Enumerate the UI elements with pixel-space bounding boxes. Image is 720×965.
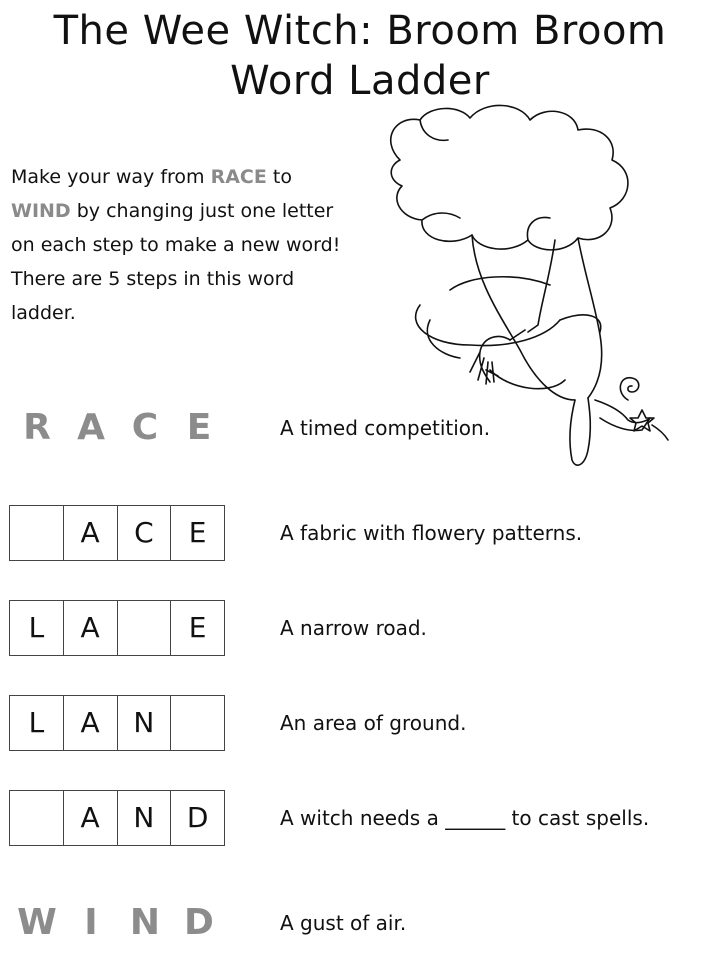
cloud-shape <box>391 105 628 249</box>
ladder-step-4 <box>0 695 720 765</box>
letter: I <box>84 902 98 943</box>
letter: C <box>131 407 159 448</box>
letter-boxes <box>9 790 225 846</box>
letter-box[interactable] <box>10 791 63 845</box>
letter-box[interactable]: N <box>117 696 171 750</box>
instructions <box>11 160 341 330</box>
end-word-letters <box>10 895 226 951</box>
instructions-part-3: by changing just one letter on each step to make a new word! There are 5 steps in this word ladder. <box>11 200 341 324</box>
start-word-letters <box>10 400 226 456</box>
title-line-2: Word Ladder <box>230 58 490 104</box>
witch-arm <box>528 240 555 332</box>
letter-box[interactable]: A <box>63 696 117 750</box>
page-title <box>0 6 720 106</box>
clue-text: A fabric with flowery patterns. <box>280 521 583 545</box>
instructions-part-2: to <box>266 166 292 188</box>
letter-box[interactable]: L <box>28 706 45 739</box>
ladder-step-2 <box>0 505 720 575</box>
letter: N <box>129 902 161 943</box>
letter: D <box>184 902 214 943</box>
letter-box[interactable]: A <box>63 791 117 845</box>
letter-boxes <box>9 695 225 751</box>
letter-box[interactable]: D <box>170 791 224 845</box>
letter-box[interactable]: C <box>117 506 171 560</box>
letter-box[interactable] <box>170 696 224 750</box>
ladder-step-3 <box>0 600 720 670</box>
title-line-1: The Wee Witch: Broom Broom <box>53 8 667 54</box>
letter: A <box>77 407 105 448</box>
letter: E <box>186 407 212 448</box>
letter: W <box>17 902 57 943</box>
letter: R <box>23 407 51 448</box>
letter-box[interactable] <box>10 506 63 560</box>
ladder-step-1 <box>0 400 720 470</box>
ladder-step-6 <box>0 895 720 965</box>
letter-boxes <box>9 505 225 561</box>
clue-text: An area of ground. <box>280 711 467 735</box>
ladder-step-5 <box>0 790 720 860</box>
letter-box[interactable]: A <box>63 506 117 560</box>
start-word: RACE <box>210 166 267 188</box>
clue-text: A timed competition. <box>280 416 491 440</box>
letter-box[interactable]: E <box>170 506 224 560</box>
letter-box[interactable]: L <box>28 611 45 644</box>
end-word: WIND <box>11 200 71 222</box>
clue-text: A gust of air. <box>280 911 407 935</box>
broom-handle <box>510 330 525 340</box>
clue-text: A witch needs a ______ to cast spells. <box>280 806 650 830</box>
letter-boxes <box>9 600 225 656</box>
letter-box[interactable]: E <box>170 601 224 655</box>
letter-box[interactable]: N <box>117 791 171 845</box>
broom-bristles <box>470 336 510 384</box>
swirl-curl <box>620 378 638 400</box>
letter-box[interactable]: A <box>63 601 117 655</box>
clue-text: A narrow road. <box>280 616 427 640</box>
letter-box[interactable] <box>117 601 171 655</box>
instructions-part-1: Make your way from <box>11 166 211 188</box>
